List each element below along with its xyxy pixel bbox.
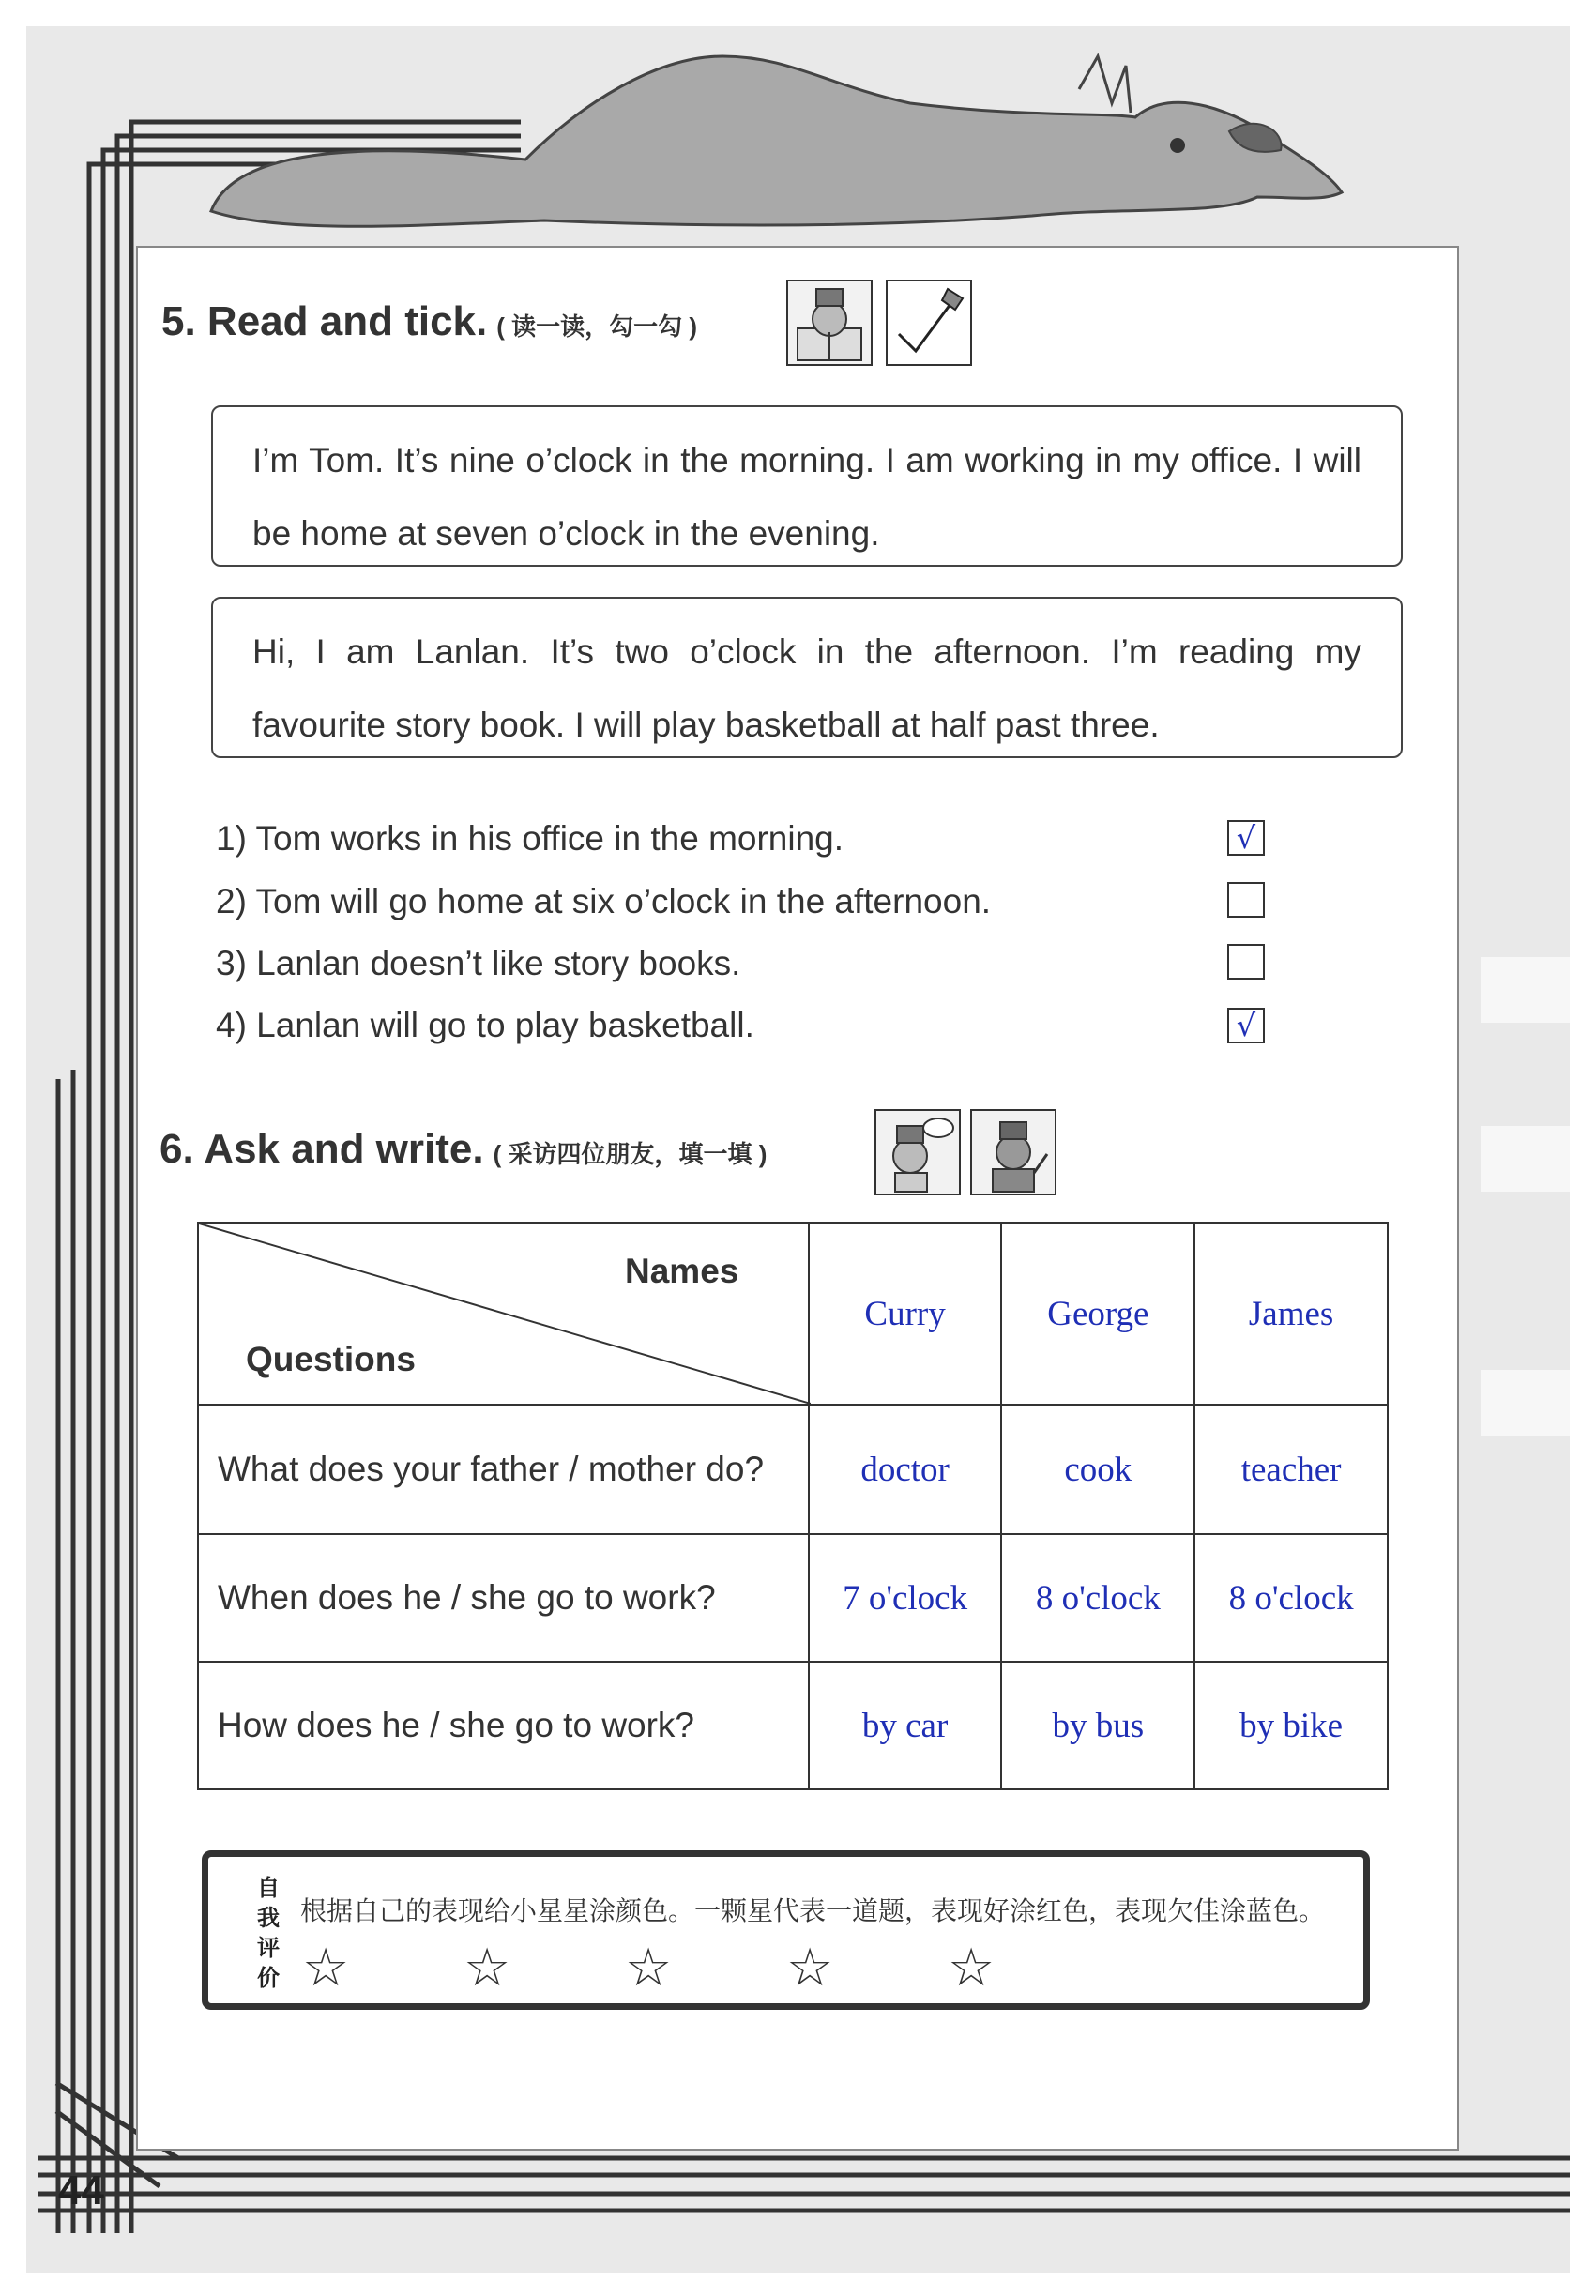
star-icon[interactable]: ☆ — [786, 1938, 834, 1999]
answer-cell[interactable]: doctor — [809, 1405, 1002, 1534]
section-5-heading: 5. Read and tick. ( 读一读，勾一勾 ) — [161, 298, 697, 344]
answer-cell[interactable]: by bus — [1001, 1662, 1194, 1789]
answer-cell[interactable]: 7 o'clock — [809, 1534, 1002, 1662]
tick-box-3[interactable] — [1227, 944, 1265, 980]
table-row — [198, 1662, 1388, 1789]
interview-character-picture — [874, 1109, 961, 1195]
statement-1: 1) Tom works in his office in the morning. — [216, 819, 844, 858]
answer-cell[interactable]: 8 o'clock — [1194, 1534, 1388, 1662]
question-cell: What does your father / mother do? — [198, 1405, 809, 1534]
statement-3: 3) Lanlan doesn’t like story books. — [216, 944, 741, 982]
answer-cell[interactable]: teacher — [1194, 1405, 1388, 1534]
passage-tom: I’m Tom. It’s nine o’clock in the morning. I am working in my office. I will be home at seven o’clock in the evening. — [211, 405, 1403, 567]
answer-cell[interactable]: cook — [1001, 1405, 1194, 1534]
statement-2: 2) Tom will go home at six o’clock in the afternoon. — [216, 882, 992, 920]
kangaroo-illustration — [211, 56, 1342, 226]
answer-cell[interactable]: by car — [809, 1662, 1002, 1789]
self-evaluation-box — [202, 1850, 1370, 2010]
table-row — [198, 1534, 1388, 1662]
self-evaluation-instruction: 根据自己的表现给小星星涂颜色。一颗星代表一道题，表现好涂红色，表现欠佳涂蓝色。 — [300, 1896, 1326, 1925]
self-evaluation-label: 自 我 评 价 — [257, 1876, 280, 1991]
survey-table — [197, 1222, 1389, 1790]
names-label: Names — [625, 1252, 739, 1290]
star-icon[interactable]: ☆ — [948, 1938, 996, 1999]
pen-tick-icon — [886, 280, 972, 366]
passage-lanlan: Hi, I am Lanlan. It’s two o’clock in the afternoon. I’m reading my favourite story book. I will play basketball at half past three. — [211, 597, 1403, 758]
question-cell: When does he / she go to work? — [198, 1534, 809, 1662]
reading-character-picture — [786, 280, 873, 366]
friend-name: Curry — [809, 1223, 1002, 1405]
star-icon[interactable]: ☆ — [302, 1938, 350, 1999]
star-icon[interactable]: ☆ — [625, 1938, 673, 1999]
tick-box-1[interactable]: √ — [1227, 820, 1265, 856]
friend-character-picture — [970, 1109, 1056, 1195]
diagonal-header-cell — [198, 1223, 809, 1405]
friend-name: George — [1001, 1223, 1194, 1405]
table-row — [198, 1405, 1388, 1534]
answer-cell[interactable]: by bike — [1194, 1662, 1388, 1789]
tick-box-4[interactable]: √ — [1227, 1008, 1265, 1043]
answer-cell[interactable]: 8 o'clock — [1001, 1534, 1194, 1662]
question-cell: How does he / she go to work? — [198, 1662, 809, 1789]
friend-name: James — [1194, 1223, 1388, 1405]
page-number: 44 — [58, 2167, 104, 2213]
section-6-heading: 6. Ask and write. ( 采访四位朋友，填一填 ) — [160, 1126, 768, 1172]
statement-4: 4) Lanlan will go to play basketball. — [216, 1006, 754, 1044]
table-header-row — [198, 1223, 1388, 1405]
questions-label: Questions — [246, 1340, 416, 1378]
tick-box-2[interactable] — [1227, 882, 1265, 918]
star-icon[interactable]: ☆ — [464, 1938, 511, 1999]
